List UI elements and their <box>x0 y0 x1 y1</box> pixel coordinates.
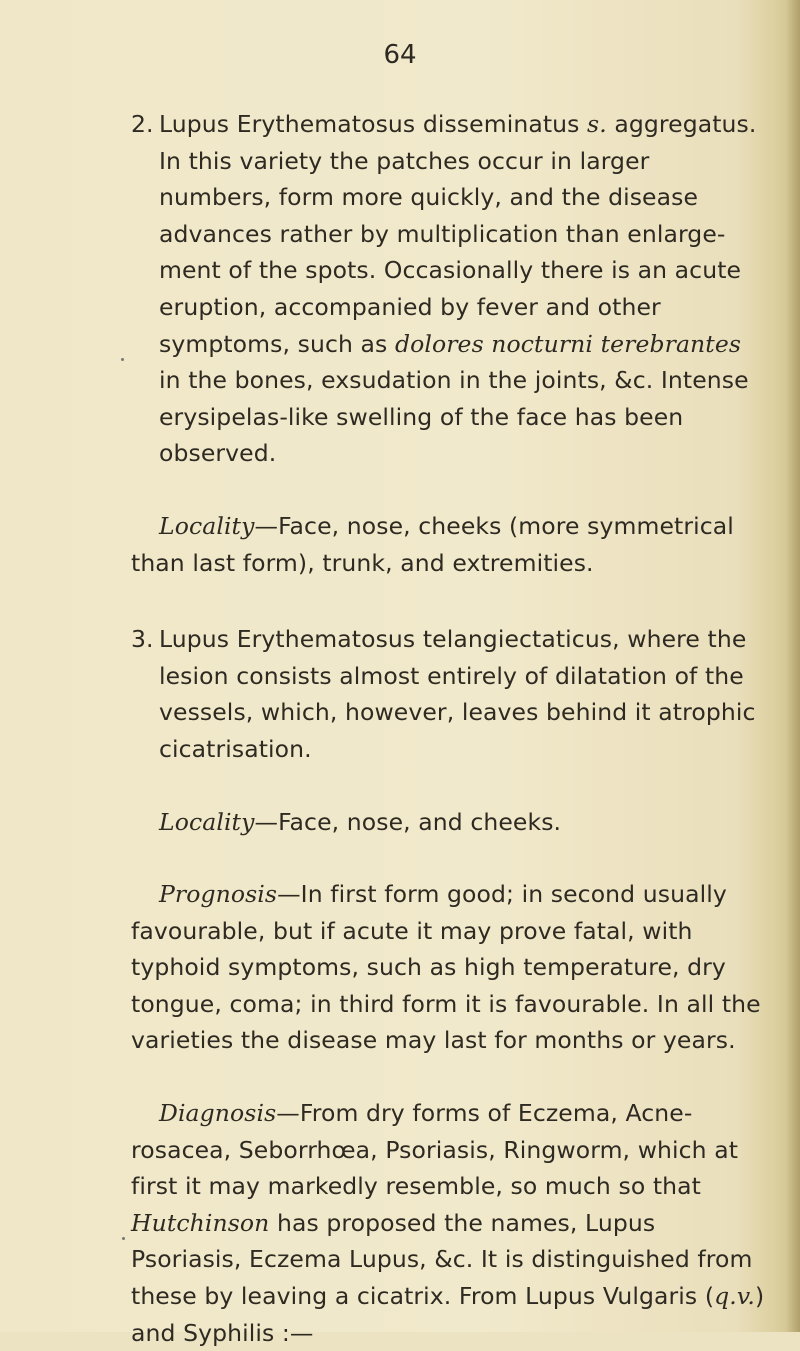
list-item-3: 3. Lupus Erythematosus telangiectaticus, where the lesion consists almost entirely of dilatation of the vessels, which, however, leaves behind it atrophic cicatrisation. <box>131 621 769 767</box>
list-number: 2. <box>131 110 154 138</box>
list-number: 3. <box>131 625 154 654</box>
locality-paragraph: Locality—Face, nose, cheeks (more symmetrical than last form), trunk, and extremities. <box>131 511 734 577</box>
prognosis-label: Prognosis <box>159 880 278 909</box>
locality-label: Locality <box>159 807 255 836</box>
diagnosis-paragraph: Diagnosis—From dry forms of Eczema, Acne-rosacea, Seborrhœa, Psoriasis, Ringworm, which at first it may markedly resemble, so much so that Hutchinson has proposed the names, Lupus Psoriasis, Eczema Lupus, &c. It is distinguished from these by leaving a cicatrix. From Lupus Vulgaris (q.v.) and Syphilis :— <box>131 1099 765 1347</box>
page-text <box>131 106 769 1351</box>
locality-label: Locality <box>159 511 255 540</box>
paper-speck <box>122 1237 125 1240</box>
paper-speck <box>121 358 124 361</box>
prognosis-paragraph: Prognosis—In first form good; in second usually favourable, but if acute it may prove fatal, with typhoid symptoms, such as high temperature, dry tongue, coma; in third form it is favourable. In all the varieties the disease may last for months or years. <box>131 880 761 1055</box>
diagnosis-label: Diagnosis <box>159 1099 277 1128</box>
list-item-2: 2. Lupus Erythematosus disseminatus s. aggregatus. In this variety the patches occur in larger numbers, form more quickly, and the disease advances rather by multiplication than enlarge-ment of the spots. Occasionally there is an acute eruption, accompanied by fever and other symptoms, such as dolores nocturni terebrantes in the bones, exsudation in the joints, &c. Intense erysipelas-like swelling of the face has been observed. <box>131 106 769 472</box>
locality-paragraph: Locality—Face, nose, and cheeks. <box>159 807 562 836</box>
page-number: 64 <box>383 40 417 70</box>
page-edge-shadow <box>786 0 800 1332</box>
